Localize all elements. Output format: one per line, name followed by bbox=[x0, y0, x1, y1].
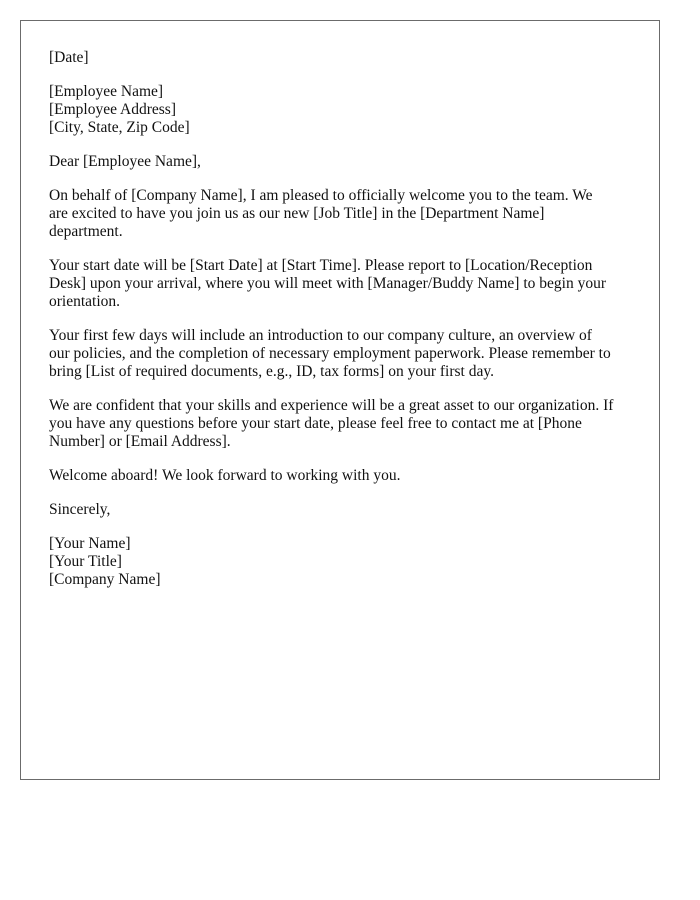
letter-date bbox=[49, 49, 631, 67]
recipient-address-block bbox=[49, 83, 631, 137]
paragraph-start-date bbox=[49, 257, 631, 311]
paragraph-line: bring [List of required documents, e.g., ID, tax forms] on your first day. bbox=[49, 363, 494, 380]
paragraph-line: Your first few days will include an introduction to our company culture, an overview of bbox=[49, 327, 592, 344]
paragraph-line: On behalf of [Company Name], I am pleased to officially welcome you to the team. We bbox=[49, 187, 593, 204]
paragraph-line: you have any questions before your start date, please feel free to contact me at [Phone bbox=[49, 415, 582, 432]
paragraph-line: Number] or [Email Address]. bbox=[49, 433, 231, 450]
date-text: [Date] bbox=[49, 49, 89, 66]
paragraph-line: department. bbox=[49, 223, 123, 240]
welcome-line-text: Welcome aboard! We look forward to working with you. bbox=[49, 467, 401, 484]
paragraph-line: are excited to have you join us as our new [Job Title] in the [Department Name] bbox=[49, 205, 545, 222]
signature-company: [Company Name] bbox=[49, 571, 161, 588]
closing bbox=[49, 501, 631, 519]
closing-text: Sincerely, bbox=[49, 501, 111, 518]
paragraph-line: We are confident that your skills and experience will be a great asset to our organization. If bbox=[49, 397, 614, 414]
recipient-city-state-zip: [City, State, Zip Code] bbox=[49, 119, 190, 136]
paragraph-welcome bbox=[49, 187, 631, 241]
salutation bbox=[49, 153, 631, 171]
recipient-address: [Employee Address] bbox=[49, 101, 176, 118]
welcome-line bbox=[49, 467, 631, 485]
paragraph-line: our policies, and the completion of necessary employment paperwork. Please remember to bbox=[49, 345, 611, 362]
paragraph-line: orientation. bbox=[49, 293, 121, 310]
signature-block bbox=[49, 535, 631, 589]
paragraph-line: Desk] upon your arrival, where you will meet with [Manager/Buddy Name] to begin your bbox=[49, 275, 606, 292]
signature-name: [Your Name] bbox=[49, 535, 131, 552]
paragraph-first-days bbox=[49, 327, 631, 381]
paragraph-contact bbox=[49, 397, 631, 451]
signature-title: [Your Title] bbox=[49, 553, 122, 570]
letter-page bbox=[20, 20, 660, 780]
salutation-text: Dear [Employee Name], bbox=[49, 153, 201, 170]
paragraph-line: Your start date will be [Start Date] at [Start Time]. Please report to [Location/Reception bbox=[49, 257, 593, 274]
recipient-name: [Employee Name] bbox=[49, 83, 164, 100]
